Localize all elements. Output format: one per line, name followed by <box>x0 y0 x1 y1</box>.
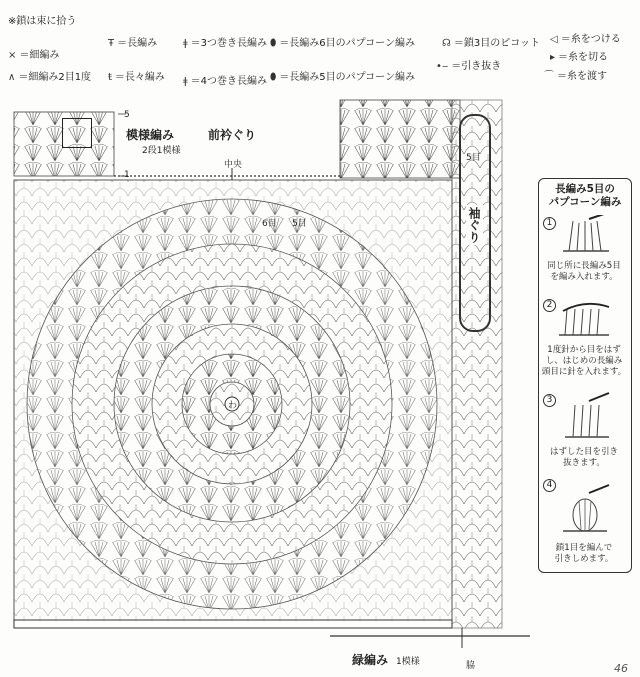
popcorn-5-icon: ⬮ <box>270 72 277 83</box>
yoke-band-right <box>340 100 460 178</box>
edging-sub-label: 1模様 <box>396 657 420 667</box>
legend-dc-text: ＝長編み <box>117 38 158 49</box>
sleeve-label: 袖ぐり <box>467 207 481 243</box>
legend-note: ※鎖は束に拾う <box>8 16 77 27</box>
center-label: 中央 <box>224 160 243 170</box>
step-4-number: 4 <box>543 479 556 492</box>
picot-icon: ☊ <box>442 38 451 49</box>
step-1-number: 1 <box>543 217 556 230</box>
tr-symbol-icon: ŧ <box>108 72 112 83</box>
pattern-repeat-box <box>62 118 92 148</box>
step-3-text: はずした目を引き 抜きます。 <box>549 447 618 468</box>
pattern-label: 模様編み <box>126 128 175 142</box>
legend-slst <box>436 57 501 72</box>
legend-picot <box>442 34 540 49</box>
step-3-number: 3 <box>543 394 556 407</box>
legend-popcorn6 <box>270 34 415 49</box>
legend-popcorn5 <box>270 68 415 83</box>
popcorn-instruction-panel <box>538 178 632 573</box>
step-4-text: 鎖1目を編んで 引きしめます。 <box>554 543 614 564</box>
legend-attach <box>550 30 621 45</box>
step-2-number: 2 <box>543 299 556 312</box>
popcorn-count-mark-5: 5目 <box>292 219 307 229</box>
legend-attach-text: ＝糸をつける <box>560 34 621 45</box>
sc-symbol-icon: × <box>8 50 17 61</box>
ring-center-mark: わ <box>228 401 238 411</box>
legend-pass <box>544 67 607 82</box>
step-4-illustration <box>559 481 615 537</box>
legend-tr4 <box>183 72 267 87</box>
legend-slst-text: ＝引き抜き <box>451 61 502 72</box>
legend-cut-text: ＝糸を切る <box>558 52 609 63</box>
step-3-illustration <box>559 391 615 441</box>
legend-tr3-text: ＝3つ巻き長編み <box>190 38 267 49</box>
panel-title: 長編み5目の パプコーン編み <box>548 183 622 208</box>
symbol-legend <box>0 0 640 90</box>
sleeve-rows-label: 5目 <box>466 153 481 163</box>
slip-stitch-icon: •‒ <box>436 61 449 72</box>
legend-pass-text: ＝糸を渡す <box>557 71 607 82</box>
pass-yarn-icon: ⌒ <box>544 71 554 82</box>
row-5-label: 5 <box>124 110 130 120</box>
legend-sc2tog <box>8 68 91 83</box>
legend-cut <box>550 48 608 63</box>
pattern-sub-label: 2段1模様 <box>142 146 181 156</box>
legend-tr <box>108 68 165 83</box>
legend-popcorn6-text: ＝長編み6目のパプコーン編み <box>279 38 415 49</box>
step-1-text: 同じ所に長編み5目 を編み入れます。 <box>547 261 621 282</box>
step-2-text: 1度針から目をはず し、はじめの長編み 頭目に針を入れます。 <box>541 345 627 377</box>
attach-yarn-icon: ◁ <box>550 34 558 45</box>
tr4-symbol-icon: ǂ <box>183 76 188 87</box>
tr3-symbol-icon: ǂ <box>183 38 188 49</box>
step-2-illustration <box>555 299 615 339</box>
legend-tr-text: ＝長々編み <box>114 72 165 83</box>
legend-sc2tog-text: ＝細編み2目1度 <box>18 72 92 83</box>
legend-dc <box>108 34 157 49</box>
sc2tog-symbol-icon: ∧ <box>8 72 16 83</box>
page-number: 46 <box>614 662 628 675</box>
neckline-label: 前衿ぐり <box>208 128 257 142</box>
popcorn-6-icon: ⬮ <box>270 38 277 49</box>
legend-sc <box>8 46 59 61</box>
cut-yarn-icon: ▸ <box>550 52 556 63</box>
legend-tr3 <box>183 34 267 49</box>
row-1-label: 1 <box>124 170 130 180</box>
legend-tr4-text: ＝4つ巻き長編み <box>190 76 267 87</box>
edging-label: 緑編み <box>352 653 389 667</box>
step-1-illustration <box>559 215 613 255</box>
popcorn-count-mark: 6目 <box>262 219 277 229</box>
side-label: 脇 <box>466 661 476 671</box>
legend-sc-text: ＝細編み <box>19 50 60 61</box>
dc-symbol-icon: Ŧ <box>108 38 115 49</box>
legend-popcorn5-text: ＝長編み5目のパプコーン編み <box>279 72 415 83</box>
legend-picot-text: ＝鎖3目のピコット <box>453 38 541 49</box>
